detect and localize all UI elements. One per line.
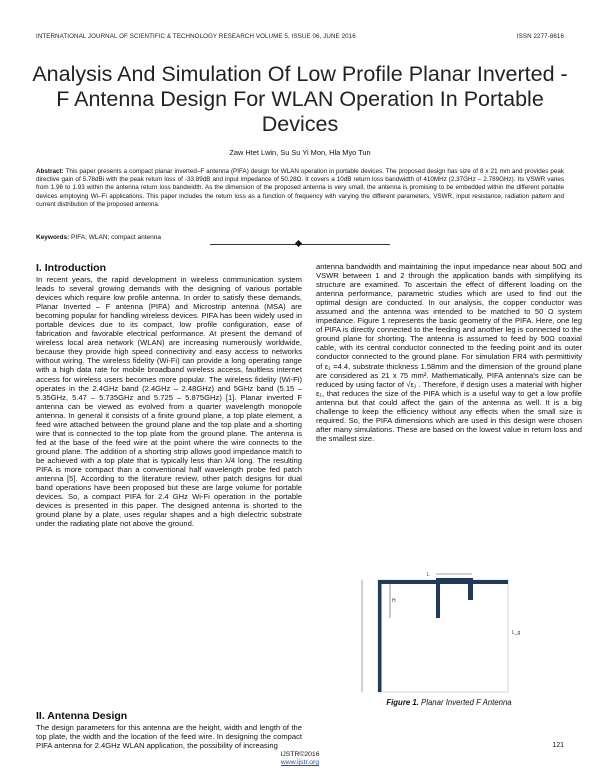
ground-plane-left-edge <box>378 580 382 692</box>
feed-strip <box>436 580 440 618</box>
right-column: antenna bandwidth and maintaining the input impedance near about 50Ω and VSWR between 1 and 2 through the application bands with simplifying its structure are examined. To ascertain the effect of different loading on the antenna performance, parametric studies which are used to find out the optimal design are conducted. In our analysis, the copper conductor was assumed and the antenna was intended to be matched to 50 Ω system impedance. Figure 1 represents the basic geometry of the PIFA. Here, one leg of PIFA is directly connected to the feeding and another leg is connected to the ground plane for shorting. The antenna is assumed to feed by 50Ω coaxial cable, with its central conductor connected to the feeding point and its outer conductor connected to the ground plane. For simulation FR4 with permittivity of ε₁ =4.4, substrate thickness 1.58mm and the dimension of the ground plane are considered as 21 x 75 mm². Mathematically, PIFA antenna's size can be reduced by using factor of √ε₁ . Therefore, if design uses a material with higher ε₁, that reduces the size of the PIFA which is a useful way to get a low profile antenna but that could affect the gain of the antenna as well. It is a big challenge to keep the efficiency without any effects when the small size is required. So, the PIFA dimensions which are used in this design were chosen after many simulations. These are based on the lowest value in return loss and the smallest size. <box>316 262 582 443</box>
footer <box>0 751 600 767</box>
section-1-heading: I. Introduction <box>36 262 106 274</box>
section-1-body: In recent years, the rapid development in wireless communication system leads to several growing demands with the designing of various portable devices which require low profile antenna. In order to satisfy these demands, Planar Inverted – F antenna (PIFA) and Microstrip antenna (MSA) are becoming popular for handling wireless devices. PIFA has been widely used in portable devices due to its compact, low profile configuration, ease of fabrication and favorable electrical performance. At present the demand of wireless local area network (WLAN) are increasing numerously worldwide, because they provide high speed connectivity and easy access to networks without wiring. The wireless fidelity (Wi-Fi) can provide a long operating range with a high data rate for mobile broadband wireless access, faultless internet access for wireless users becomes more popular. The wireless fidelity (Wi-Fi) operates in the 2.4GHz band (2.4GHz – 2.48GHz) and 5GHz band (5.15 – 5.35GHz, 5.47 – 5.735GHz and 5.725 – 5.875GHz) [1]. Planar inverted F antenna can be viewed as evolved from a quarter wavelength monopole antenna. In general it consists of a finite ground plane, a top plate element, a feed wire attached between the ground plane and the top plate and a shorting wire that is connected to the top plate from the ground plane. The antenna is fed at the base of the feed wire at the point where the wire connects to the ground plane. The addition of a shorting strip allows good impedance match to be achieved with a top plate that is typically less than λ/4 long. The resulting PIFA is more compact than a conventional half wavelength probe fed patch antenna [5]. According to the literature review, other patch designs for dual band operations have been proposed but these are large volume for portable devices. So, a compact PIFA for 2.4 GHz Wi-Fi operation in the portable devices is presented in this paper. The designed antenna is shorted to the ground plane by a plate, uses regular shapes and a high dielectric substrate under the radiating plate not above the ground. <box>36 275 302 529</box>
authors: Zaw Htet Lwin, Su Su Yi Mon, Hla Myo Tun <box>229 148 371 157</box>
shorting-strip <box>468 578 473 600</box>
keywords <box>36 234 161 241</box>
issn-header: ISSN 2277-8616 <box>516 33 564 40</box>
dim-label-lg: L_g <box>512 630 521 636</box>
pifa-figure <box>332 572 572 698</box>
section-2-body: The design parameters for this antenna are the height, width and length of the top plate, the width and the location of the feed wire. In designing the compact PIFA antenna for 2.4GHz WLAN application, the possibility of increasing <box>36 723 302 751</box>
section-2-heading: II. Antenna Design <box>36 710 128 722</box>
figure-caption <box>316 698 582 707</box>
divider-diamond-icon <box>295 240 302 247</box>
keywords-label: Keywords: <box>36 234 70 241</box>
abstract-text: This paper presents a compact planar inverted–F antenna (PIFA) design for WLAN operation in portable devices. The proposed design has size of 8 x 21 mm and provides peak directive gain of 5.78dBi with the peak return loss of -33.89dB and input impedance of 50.28Ω. It covers a 10dB return loss bandwidth of 410MHz (2.37GHz – 2.789GHz). Its VSWR varies from 1.96 to 1.93 within the antenna return loss bandwidth. As the dimension of the proposed antenna is very small, the antenna is promising to be embedded within the different portable devices employing Wi–Fi applications. This paper includes the return loss as a function of frequency with varying the different parameters, VSWR, input resistance, radiation pattern and current distribution of the proposed antenna. <box>36 168 565 208</box>
page-number: 121 <box>552 742 564 749</box>
footer-link[interactable]: www.ijstr.org <box>280 759 320 766</box>
dim-label-h: H <box>392 598 396 604</box>
dim-label-l: L <box>427 572 430 578</box>
paper-title: Analysis And Simulation Of Low Profile Planar Inverted - F Antenna Design For WLAN Operation In Portable Devices <box>32 62 568 136</box>
footer-copyright: IJSTR©2016 <box>280 751 320 758</box>
figure-label: Figure 1. <box>386 698 419 707</box>
keywords-text: PIFA; WLAN; compact antenna <box>71 234 162 241</box>
ground-plane-outline <box>378 580 508 692</box>
journal-header: INTERNATIONAL JOURNAL OF SCIENTIFIC & TECHNOLOGY RESEARCH VOLUME 5, ISSUE 06, JUNE 2016 <box>36 33 356 40</box>
top-plate <box>436 578 472 583</box>
abstract <box>36 168 564 209</box>
abstract-label: Abstract: <box>36 168 64 175</box>
figure-caption-text: Planar Inverted F Antenna <box>421 698 512 707</box>
left-column <box>36 262 302 528</box>
